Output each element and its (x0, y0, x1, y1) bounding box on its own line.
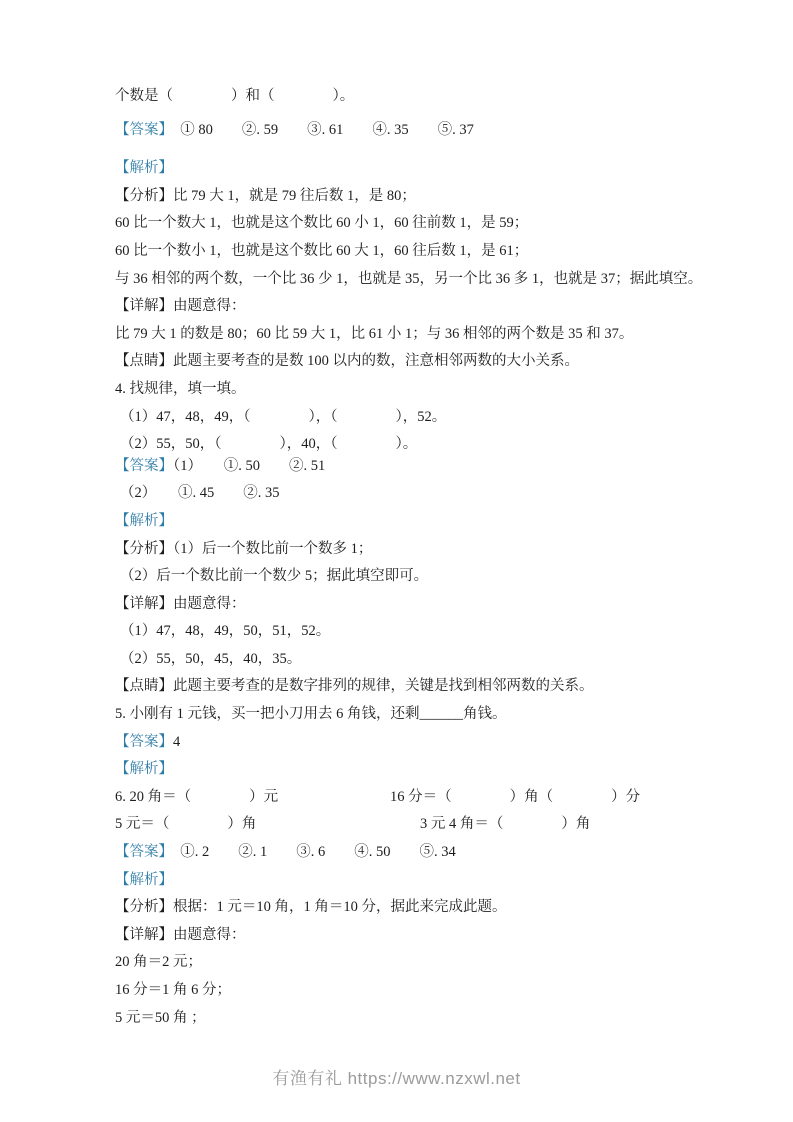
q3-detail-line-2 (115, 321, 701, 349)
q4-answer-line-1 (115, 453, 701, 481)
line-text: 60 比一个数大 1，也就是这个数比 60 小 1，60 往前数 1，是 59； (115, 215, 529, 232)
q3-analysis-line-1 (115, 183, 701, 211)
line-text: 【详解】由题意得： (115, 298, 246, 315)
line-text: 16 分＝1 角 6 分； (115, 982, 231, 998)
line-text: 【分析】（1）后一个数比前一个数多 1； (115, 540, 373, 557)
worksheet-page (115, 83, 701, 1032)
line-text: 【点睛】此题主要考查的是数字排列的规律，关键是找到相邻两数的关系。 (115, 678, 594, 695)
answer-label: 【答案】 (115, 457, 173, 474)
q3-analysis-line-3 (115, 238, 701, 266)
line-text: 4. 找规律，填一填。 (115, 380, 246, 397)
line-text: （2）55，50，45，40，35。 (120, 650, 302, 667)
line-text: 5 元＝50 角 ； (115, 1009, 206, 1026)
explain-label: 【解析】 (115, 512, 173, 529)
q3-stem-tail (115, 83, 701, 111)
q6-detail-line-4 (115, 1005, 701, 1033)
q6-detail-line-3 (115, 977, 701, 1005)
line-text: ① 80 ②. 59 ③. 61 ④. 35 ⑤. 37 (165, 121, 474, 138)
q4-note-line (115, 673, 701, 701)
answer-label: 【答案】 (115, 733, 173, 750)
q6-row-2 (115, 811, 701, 839)
line-text: 【点睛】此题主要考查的是数 100 以内的数，注意相邻两数的大小关系。 (115, 353, 579, 370)
line-text: 6. 20 角＝（ ）元 (115, 788, 279, 805)
line-text: 【详解】由题意得： (115, 926, 246, 943)
line-text: （1）47，48，49，50，51，52。 (120, 623, 331, 640)
line-text: ①. 2 ②. 1 ③. 6 ④. 50 ⑤. 34 (165, 844, 456, 861)
line-text: 5 元＝（ ）角 (115, 816, 257, 833)
line-text: 【分析】根据：1 元＝10 角，1 角＝10 分，据此来完成此题。 (115, 899, 507, 916)
q6-row-1 (115, 784, 701, 812)
explain-label: 【解析】 (115, 871, 173, 888)
q3-analysis-line-4 (115, 266, 701, 294)
line-text: 与 36 相邻的两个数，一个比 36 少 1，也就是 35，另一个比 36 多 1，也就是 37；据此填空。 (115, 270, 703, 287)
line-text: （2）55，50，（ ），40，（ ）。 (120, 436, 418, 453)
line-text-right: 16 分＝（ ）角（ ）分 (390, 788, 641, 805)
line-text: 4 (173, 733, 181, 750)
q3-note-line (115, 348, 701, 376)
footer-text: 有渔有礼 https://www.nzxwl.net (272, 1069, 521, 1088)
q4-explain-label-line (115, 508, 701, 536)
line-text: （1）47，48，49，（ ），（ ），52。 (120, 408, 447, 425)
line-text: 【分析】比 79 大 1，就是 79 往后数 1，是 80； (115, 187, 416, 204)
line-text: 20 角＝2 元； (115, 954, 202, 971)
answer-label: 【答案】 (115, 844, 166, 861)
answer-label: 【答案】 (115, 121, 166, 138)
explain-label: 【解析】 (115, 160, 173, 177)
q3-explain-label-line (115, 155, 701, 183)
explain-label: 【解析】 (115, 761, 173, 778)
q3-analysis-line-2 (115, 210, 701, 238)
q4-sub1-line (115, 404, 701, 432)
line-text: 5. 小刚有 1 元钱，买一把小刀用去 6 角钱，还剩______角钱。 (115, 706, 507, 723)
q4-detail-line-1 (115, 591, 701, 619)
q6-detail-line-1 (115, 922, 701, 950)
q5-explain-label-line (115, 756, 701, 784)
line-text: 【详解】由题意得： (115, 595, 246, 612)
line-text: 个数是（ ）和（ ）。 (115, 88, 355, 104)
line-text: （2） ①. 45 ②. 35 (120, 485, 280, 502)
q4-stem-line (115, 376, 701, 404)
q4-detail-line-3 (115, 646, 701, 674)
page-footer (0, 1064, 793, 1089)
q3-answer-line (115, 117, 701, 145)
q5-answer-line (115, 729, 701, 757)
line-text: （2）后一个数比前一个数少 5；据此填空即可。 (120, 568, 429, 585)
q6-answer-line (115, 839, 701, 867)
q6-analysis-line (115, 894, 701, 922)
line-text: 比 79 大 1 的数是 80；60 比 59 大 1，比 61 小 1；与 36 相邻的两个数是 35 和 37。 (115, 325, 634, 342)
line-text-right: 3 元 4 角＝（ ）角 (420, 816, 591, 833)
q5-stem-line (115, 701, 701, 729)
line-text: 60 比一个数小 1，也就是这个数比 60 大 1，60 往后数 1，是 61； (115, 242, 529, 259)
q4-answer-line-2 (115, 480, 701, 508)
q4-analysis-line-1 (115, 536, 701, 564)
line-text: （1） ①. 50 ②. 51 (173, 457, 326, 474)
q4-detail-line-2 (115, 618, 701, 646)
q3-detail-line-1 (115, 293, 701, 321)
q6-explain-label-line (115, 867, 701, 895)
q6-detail-line-2 (115, 949, 701, 977)
q4-analysis-line-2 (115, 563, 701, 591)
